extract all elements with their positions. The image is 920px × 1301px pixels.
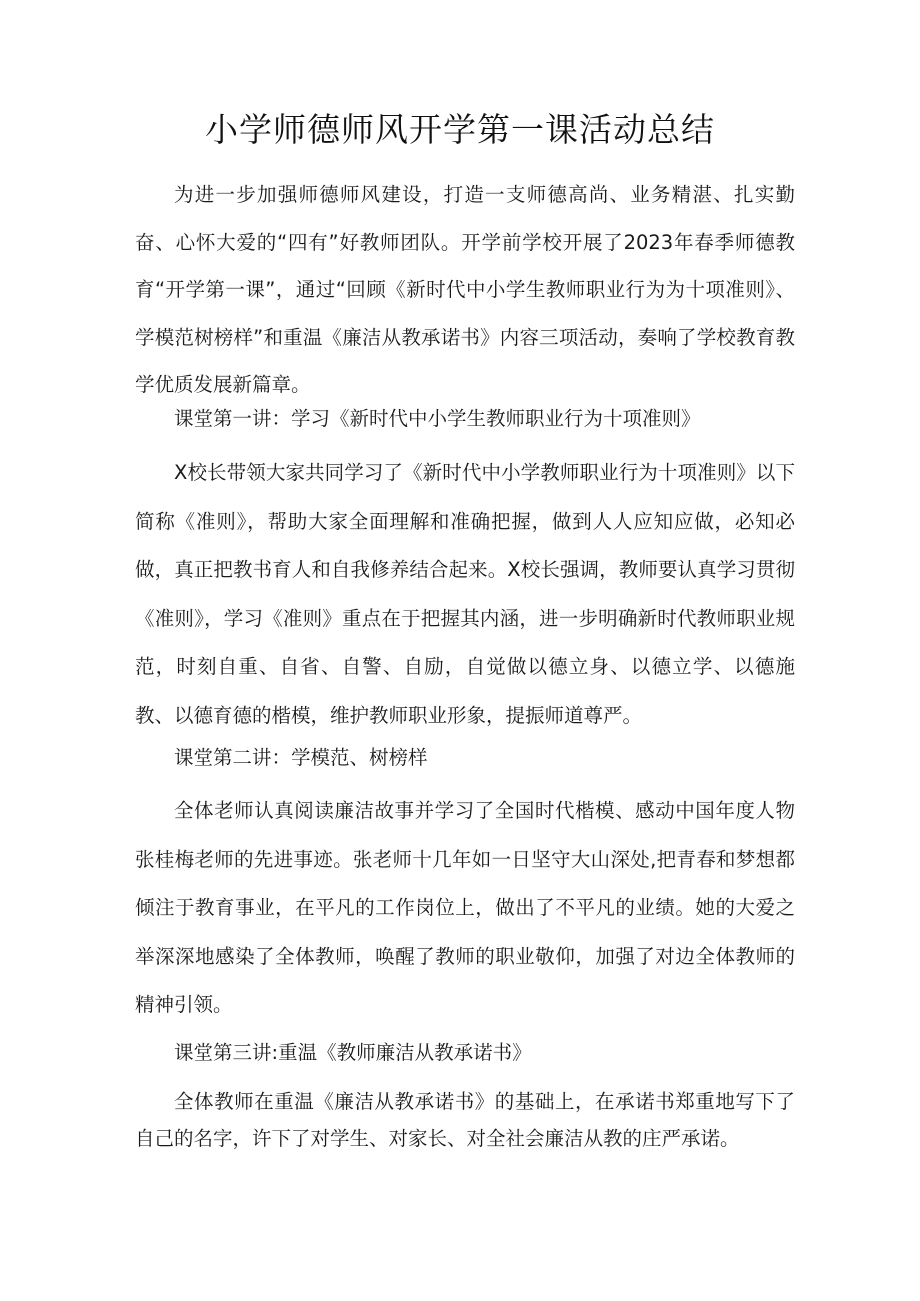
lecture-1-heading: 课堂第一讲：学习《新时代中小学生教师职业行为十项准则》 [174,407,701,430]
document-title: 小学师德师风开学第一课活动总结 [205,110,715,149]
intro-paragraph: 为进一步加强师德师风建设，打造一支师德高尚、业务精湛、扎实勤奋、心怀大爱的“四有”好教师团队。开学前学校开展了2023年春季师德教育“开学第一课”，通过“回顾《新时代中小学生教师职业行为为十项准则》、学模范树榜样”和重温《廉洁从教承诺书》内容三项活动，奏响了学校教育教学优质发展新篇章。 [135,183,795,396]
lecture-3-paragraph: 全体教师在重温《廉洁从教承诺书》的基础上，在承诺书郑重地写下了自己的名字，许下了对学生、对家长、对全社会廉洁从教的庄严承诺。 [135,1090,795,1150]
lecture-3-heading: 课堂第三讲:重温《教师廉洁从教承诺书》 [174,1041,532,1064]
lecture-2-heading: 课堂第二讲：学模范、树榜样 [174,746,428,769]
lecture-1-paragraph: X校长带领大家共同学习了《新时代中小学教师职业行为十项准则》以下简称《准则》，帮助大家全面理解和准确把握，做到人人应知应做，必知必做，真正把教书育人和自我修养结合起来。X校长强调，教师要认真学习贯彻《准则》，学习《准则》重点在于把握其内涵，进一步明确新时代教师职业规范，时刻自重、自省、自警、自励，自觉做以德立身、以德立学、以德施教、以德育德的楷模，维护教师职业形象，提振师道尊严。 [135,461,795,727]
lecture-2-paragraph: 全体老师认真阅读廉洁故事并学习了全国时代楷模、感动中国年度人物张桂梅老师的先进事迹。张老师十几年如一日坚守大山深处,把青春和梦想都倾注于教育事业，在平凡的工作岗位上，做出了不平凡的业绩。她的大爱之举深深地感染了全体教师，唤醒了教师的职业敬仰，加强了对边全体教师的精神引领。 [135,799,795,1016]
